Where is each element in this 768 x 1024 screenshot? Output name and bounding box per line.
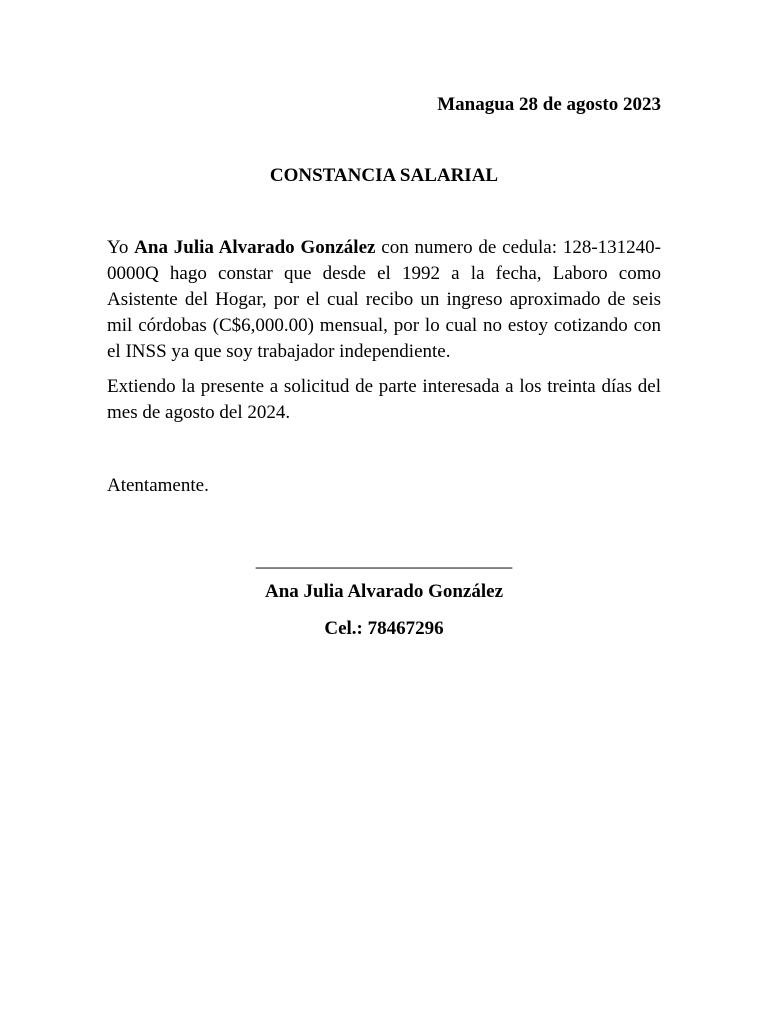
- signature-line: ___________________________: [255, 550, 513, 571]
- body-paragraph-1: [107, 235, 661, 365]
- signature-name: Ana Julia Alvarado González: [264, 581, 504, 602]
- signature-phone: Cel.: 78467296: [324, 618, 444, 639]
- employee-name: Ana Julia Alvarado González: [134, 237, 376, 258]
- document-date: Managua 28 de agosto 2023: [437, 94, 661, 115]
- document-title: CONSTANCIA SALARIAL: [269, 165, 499, 186]
- document-body: [107, 235, 661, 435]
- paragraph-1-prefix: Yo: [107, 237, 135, 258]
- body-paragraph-2: Extiendo la presente a solicitud de parte interesada a los treinta días del mes de agosto del 2024.: [107, 376, 661, 423]
- paragraph-1-rest: con numero de cedula: 128-131240-0000Q hago constar que desde el 1992 a la fecha, Laboro como Asistente del Hogar, por el cual recibo un ingreso aproximado de seis mil córdobas (C$6,000.00) mensual, por lo cual no estoy cotizando con el INSS ya que soy trabajador independiente.: [107, 237, 661, 362]
- closing-text: Atentamente.: [107, 475, 209, 496]
